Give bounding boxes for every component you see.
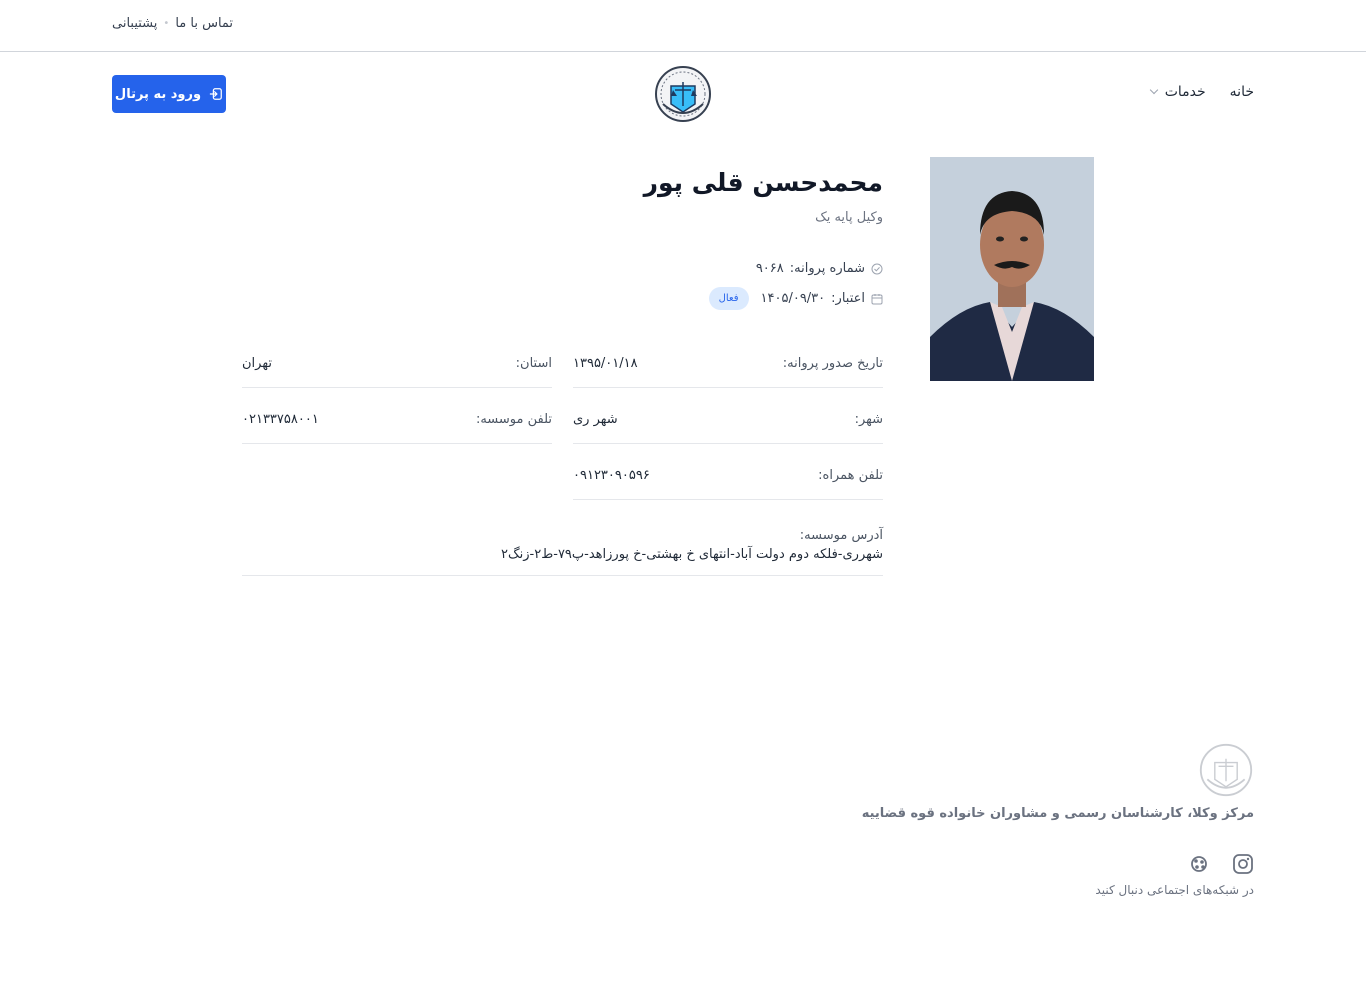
validity-row xyxy=(709,287,883,310)
footer-org-name: مرکز وکلا، کارشناسان رسمی و مشاوران خانواده قوه قضاییه xyxy=(861,806,1254,821)
address-label: آدرس موسسه: xyxy=(799,528,883,543)
portrait-image xyxy=(930,157,1094,381)
footer-follow-text: در شبکه‌های اجتماعی دنبال کنید xyxy=(1095,883,1254,897)
judiciary-emblem-logo[interactable] xyxy=(653,64,713,124)
calendar-icon xyxy=(871,293,883,305)
nav-home-label: خانه xyxy=(1229,84,1254,100)
province-label: استان: xyxy=(515,356,552,371)
link-separator: • xyxy=(163,18,170,29)
license-row xyxy=(756,261,883,276)
issue-date-field xyxy=(573,356,883,388)
issue-date-value: ۱۳۹۵/۰۱/۱۸ xyxy=(573,356,638,371)
lawyer-grade: وکیل پایه یک xyxy=(815,210,883,225)
lawyer-photo xyxy=(930,157,1094,381)
city-field xyxy=(573,412,883,444)
city-value: شهر ری xyxy=(573,412,618,427)
mobile-field xyxy=(573,468,883,500)
top-links xyxy=(112,16,233,31)
city-label: شهر: xyxy=(854,412,883,427)
office-phone-value: ۰۲۱۳۳۷۵۸۰۰۱ xyxy=(242,412,319,427)
portal-login-button[interactable] xyxy=(112,75,226,113)
login-icon xyxy=(209,87,223,101)
validity-label: اعتبار: xyxy=(831,291,865,306)
validity-date: ۱۴۰۵/۰۹/۳۰ xyxy=(760,291,826,306)
license-number: ۹۰۶۸ xyxy=(755,261,784,276)
mobile-value: ۰۹۱۲۳۰۹۰۵۹۶ xyxy=(573,468,650,483)
mobile-label: تلفن همراه: xyxy=(818,468,883,483)
office-phone-label: تلفن موسسه: xyxy=(475,412,552,427)
chevron-down-icon xyxy=(1149,86,1157,94)
license-label: شماره پروانه: xyxy=(789,261,865,276)
aparat-icon[interactable] xyxy=(1188,853,1210,875)
portal-login-label: ورود به پرتال xyxy=(114,86,202,102)
support-link[interactable]: پشتیبانی xyxy=(112,16,158,31)
footer-emblem-logo xyxy=(1198,742,1254,798)
status-badge: فعال xyxy=(709,287,749,310)
nav-menu xyxy=(1151,84,1254,100)
province-field xyxy=(242,356,552,388)
lawyer-name: محمدحسن قلی پور xyxy=(643,168,883,197)
check-circle-icon xyxy=(871,263,883,275)
top-bar xyxy=(0,0,1366,52)
social-links xyxy=(1188,853,1254,875)
issue-date-label: تاریخ صدور پروانه: xyxy=(782,356,883,371)
address-value: شهرری-فلکه دوم دولت آباد-انتهای خ بهشتی-خ پورزاهد-پ۷۹-ط۲-زنگ۲ xyxy=(501,547,883,562)
main-nav xyxy=(0,52,1366,136)
province-value: تهران xyxy=(242,356,272,371)
nav-services[interactable] xyxy=(1151,84,1206,100)
instagram-icon[interactable] xyxy=(1232,853,1254,875)
nav-home[interactable] xyxy=(1230,84,1254,100)
nav-services-label: خدمات xyxy=(1164,84,1206,100)
office-phone-field xyxy=(242,412,552,444)
address-field xyxy=(242,528,883,576)
contact-link[interactable]: تماس با ما xyxy=(175,16,234,31)
